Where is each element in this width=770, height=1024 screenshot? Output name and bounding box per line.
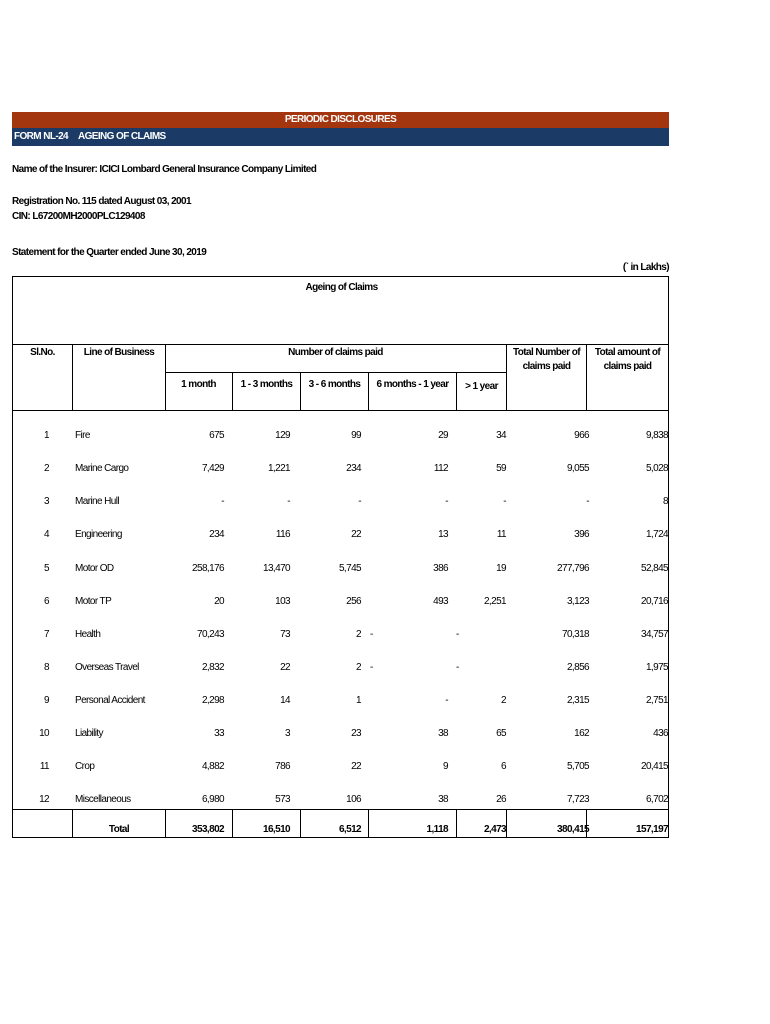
cell-line-of-business: Crop	[75, 761, 95, 772]
cell-line-of-business: Health	[75, 629, 101, 640]
table-row	[13, 727, 670, 743]
cell-1-month: 675	[209, 430, 224, 441]
cell-6-12-months: 9	[443, 761, 448, 772]
cell-total-amount: 8	[663, 496, 668, 507]
total-row	[13, 823, 670, 839]
header-1-month: 1 month	[181, 379, 216, 390]
cell-3-6-months: 256	[346, 596, 361, 607]
cell-over-1-year: 59	[496, 463, 506, 474]
cell-total-amount: 1,975	[645, 662, 668, 673]
cell-total-number: 396	[574, 529, 589, 540]
cell-total-amount: 9,838	[645, 430, 668, 441]
total-1-3-months: 16,510	[263, 824, 290, 835]
cell-sl: 3	[44, 496, 49, 507]
header-total-number: Total Number of claims paid	[513, 347, 580, 372]
cell-total-number: 70,318	[562, 629, 589, 640]
currency-unit: (` in Lakhs)	[622, 262, 669, 273]
cell-3-6-months: 23	[351, 728, 361, 739]
cell-sl: 4	[44, 529, 49, 540]
cell-1-3-months: 73	[280, 629, 290, 640]
cell-3-6-months: 2	[356, 629, 361, 640]
cell-6-12-months: 493	[433, 596, 448, 607]
cell-6-12-months: -	[370, 662, 373, 673]
cell-total-number: 7,723	[566, 794, 589, 805]
cell-sl: 6	[44, 596, 49, 607]
cell-over-1-year: -	[503, 496, 506, 507]
cell-total-amount: 5,028	[645, 463, 668, 474]
cell-line-of-business: Overseas Travel	[75, 662, 139, 673]
cell-1-3-months: 116	[275, 529, 290, 540]
cell-line-of-business: Marine Cargo	[75, 463, 129, 474]
cell-3-6-months: 99	[351, 430, 361, 441]
header-total-amount: Total amount of claims paid	[594, 347, 661, 372]
cell-sl: 5	[44, 563, 49, 574]
cell-sl: 11	[39, 761, 49, 772]
cell-sl: 9	[44, 695, 49, 706]
ageing-of-claims-table	[12, 276, 669, 838]
cell-over-1-year: -	[456, 629, 459, 640]
cell-over-1-year: 2,251	[483, 596, 506, 607]
cell-line-of-business: Miscellaneous	[75, 794, 131, 805]
table-row	[13, 462, 670, 478]
table-row	[13, 694, 670, 710]
cell-total-number: 9,055	[566, 463, 589, 474]
cell-total-number: 2,856	[566, 662, 589, 673]
cell-1-3-months: 129	[275, 430, 290, 441]
cell-1-month: 2,298	[201, 695, 224, 706]
cell-total-amount: 20,716	[641, 596, 668, 607]
cell-1-3-months: 14	[280, 695, 290, 706]
insurer-name: Name of the Insurer: ICICI Lombard General Insurance Company Limited	[12, 164, 317, 175]
cell-6-12-months: -	[370, 629, 373, 640]
cell-over-1-year: 34	[496, 430, 506, 441]
cell-over-1-year: 65	[496, 728, 506, 739]
cell-total-number: 3,123	[566, 596, 589, 607]
table-row	[13, 760, 670, 776]
cell-3-6-months: 2	[356, 662, 361, 673]
cell-sl: 1	[44, 430, 49, 441]
cell-total-amount: 34,757	[641, 629, 668, 640]
total-1-month: 353,802	[192, 824, 224, 835]
cell-1-month: 33	[214, 728, 224, 739]
cell-over-1-year: 2	[501, 695, 506, 706]
total-3-6-months: 6,512	[338, 824, 361, 835]
cell-3-6-months: 106	[346, 794, 361, 805]
cell-3-6-months: 5,745	[338, 563, 361, 574]
cell-over-1-year: 11	[496, 529, 506, 540]
header-sl-no: Sl.No.	[30, 347, 55, 358]
cell-total-number: 966	[574, 430, 589, 441]
cell-3-6-months: 1	[356, 695, 361, 706]
cell-sl: 8	[44, 662, 49, 673]
cell-3-6-months: -	[358, 496, 361, 507]
cell-total-number: -	[586, 496, 589, 507]
cell-line-of-business: Motor TP	[75, 596, 112, 607]
table-row	[13, 429, 670, 445]
cell-6-12-months: -	[445, 695, 448, 706]
header-3-6-months: 3 - 6 months	[308, 379, 361, 390]
table-row	[13, 793, 670, 809]
cell-1-3-months: 1,221	[267, 463, 290, 474]
cell-sl: 2	[44, 463, 49, 474]
cell-total-amount: 1,724	[645, 529, 668, 540]
cell-line-of-business: Engineering	[75, 529, 122, 540]
cell-1-3-months: 103	[275, 596, 290, 607]
header-1-3-months: 1 - 3 months	[240, 379, 293, 390]
cell-total-number: 2,315	[566, 695, 589, 706]
cell-3-6-months: 22	[351, 761, 361, 772]
cell-1-month: -	[221, 496, 224, 507]
cell-over-1-year: 6	[501, 761, 506, 772]
cell-6-12-months: 38	[438, 728, 448, 739]
total-6-12-months: 1,118	[426, 824, 448, 835]
table-row	[13, 495, 670, 511]
cell-6-12-months: 112	[433, 463, 448, 474]
table-row	[13, 661, 670, 677]
cell-total-amount: 2,751	[645, 695, 668, 706]
form-number: FORM NL-24	[14, 131, 69, 142]
cell-3-6-months: 22	[351, 529, 361, 540]
cell-total-number: 277,796	[557, 563, 589, 574]
table-row	[13, 562, 670, 578]
cin-number: CIN: L67200MH2000PLC129408	[12, 211, 145, 222]
cell-sl: 12	[39, 794, 49, 805]
cell-1-3-months: -	[287, 496, 290, 507]
cell-1-month: 20	[214, 596, 224, 607]
total-over-1-year: 2,473	[483, 824, 506, 835]
header-line-of-business: Line of Business	[83, 347, 155, 358]
header-number-of-claims-paid: Number of claims paid	[288, 347, 383, 358]
total-amount: 157,197	[636, 824, 668, 835]
total-label: Total	[108, 824, 130, 835]
cell-1-3-months: 13,470	[263, 563, 290, 574]
cell-1-month: 258,176	[192, 563, 224, 574]
cell-3-6-months: 234	[346, 463, 361, 474]
table-caption: Ageing of Claims	[305, 282, 378, 293]
cell-over-1-year: 19	[496, 563, 506, 574]
cell-1-month: 234	[209, 529, 224, 540]
form-title: AGEING OF CLAIMS	[78, 131, 166, 142]
cell-1-month: 70,243	[197, 629, 224, 640]
cell-1-3-months: 22	[280, 662, 290, 673]
form-title-band	[12, 128, 669, 146]
cell-sl: 10	[39, 728, 49, 739]
cell-1-month: 4,882	[201, 761, 224, 772]
periodic-disclosures-band: PERIODIC DISCLOSURES	[12, 112, 669, 128]
cell-1-month: 2,832	[201, 662, 224, 673]
cell-line-of-business: Liability	[75, 728, 103, 739]
cell-total-number: 5,705	[566, 761, 589, 772]
cell-6-12-months: 386	[433, 563, 448, 574]
header-6-months-1-year: 6 months - 1 year	[376, 379, 449, 390]
cell-over-1-year: 26	[496, 794, 506, 805]
cell-over-1-year: -	[456, 662, 459, 673]
cell-1-3-months: 573	[275, 794, 290, 805]
registration-number: Registration No. 115 dated August 03, 2001	[12, 196, 191, 207]
cell-line-of-business: Personal Accident	[75, 695, 145, 706]
cell-total-amount: 436	[653, 728, 668, 739]
total-number: 380,415	[557, 824, 589, 835]
cell-total-amount: 6,702	[645, 794, 668, 805]
cell-1-month: 7,429	[201, 463, 224, 474]
cell-total-amount: 20,415	[641, 761, 668, 772]
table-row	[13, 628, 670, 644]
cell-1-3-months: 786	[275, 761, 290, 772]
table-row	[13, 528, 670, 544]
cell-total-number: 162	[574, 728, 589, 739]
cell-6-12-months: 38	[438, 794, 448, 805]
cell-6-12-months: 29	[438, 430, 448, 441]
cell-6-12-months: -	[445, 496, 448, 507]
cell-1-3-months: 3	[285, 728, 290, 739]
cell-sl: 7	[44, 629, 49, 640]
statement-period: Statement for the Quarter ended June 30, 2019	[12, 247, 207, 258]
header-over-1-year: > 1 year	[465, 381, 498, 392]
cell-total-amount: 52,845	[641, 563, 668, 574]
cell-line-of-business: Marine Hull	[75, 496, 119, 507]
cell-1-month: 6,980	[201, 794, 224, 805]
cell-6-12-months: 13	[438, 529, 448, 540]
cell-line-of-business: Fire	[75, 430, 90, 441]
table-row	[13, 595, 670, 611]
cell-line-of-business: Motor OD	[75, 563, 114, 574]
